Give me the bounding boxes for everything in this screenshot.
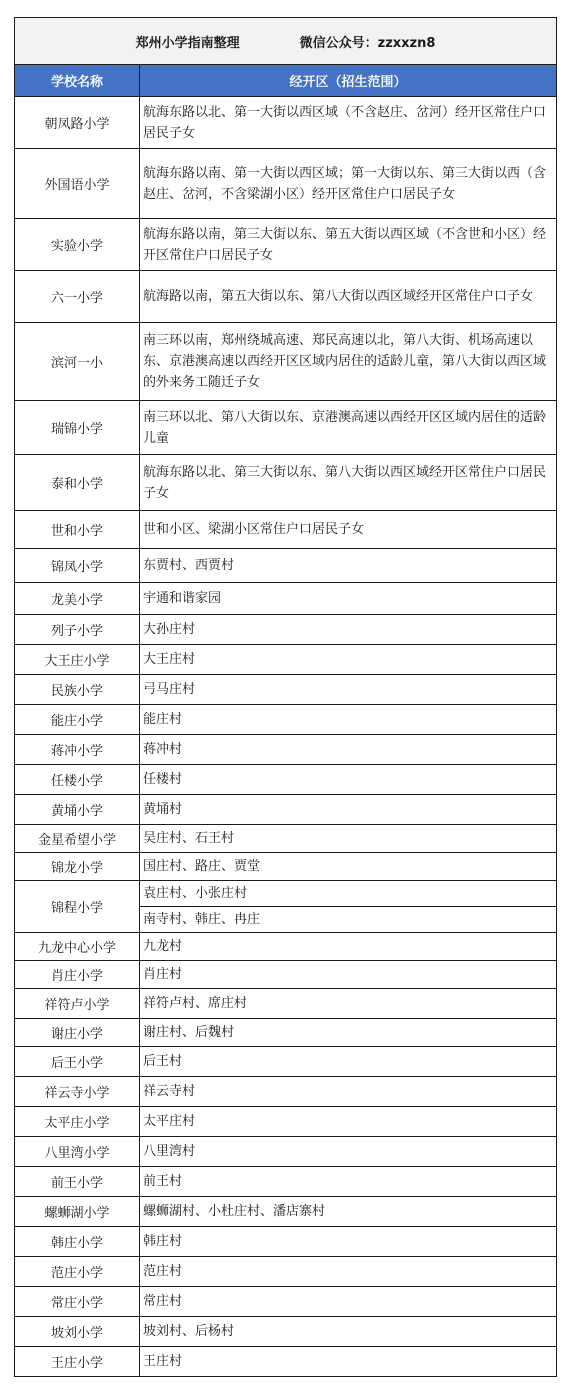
- table-row: [15, 795, 557, 825]
- enrollment-scope-cell: 世和小区、梁湖小区常住户口居民子女: [140, 511, 557, 549]
- table-row: [15, 219, 557, 271]
- wechat-account: 微信公众号：zzxxzn8: [299, 35, 436, 51]
- table-row: [15, 1137, 557, 1167]
- enrollment-scope-cell: 航海东路以北、第三大街以东、第八大街以西区域经开区常住户口居民子女: [140, 455, 557, 511]
- school-name-cell: 外国语小学: [15, 149, 140, 219]
- table-row: [15, 511, 557, 549]
- enrollment-scope-cell: 弓马庄村: [140, 675, 557, 705]
- school-name-cell: 大王庄小学: [15, 645, 140, 675]
- school-name-cell: 常庄小学: [15, 1287, 140, 1317]
- enrollment-scope-cell: 谢庄村、后魏村: [140, 1019, 557, 1047]
- school-name-cell: 朝凤路小学: [15, 97, 140, 149]
- school-name-cell: 金星希望小学: [15, 825, 140, 853]
- table-row: [15, 735, 557, 765]
- table-row: [15, 989, 557, 1019]
- table-row: [15, 401, 557, 455]
- school-name-cell: 民族小学: [15, 675, 140, 705]
- enrollment-scope-cell: 九龙村: [140, 933, 557, 961]
- school-name-cell: 后王小学: [15, 1047, 140, 1077]
- table-row: [15, 1257, 557, 1287]
- enrollment-scope-cell: 大王庄村: [140, 645, 557, 675]
- table-row: [15, 765, 557, 795]
- school-name-cell: 锦龙小学: [15, 853, 140, 881]
- title-row: [15, 18, 557, 65]
- enrollment-scope-cell: 南三环以北、第八大街以东、京港澳高速以西经开区区域内居住的适龄儿童: [140, 401, 557, 455]
- table-row: [15, 853, 557, 881]
- school-district-table: [14, 17, 557, 1377]
- title-cell: [15, 18, 557, 65]
- enrollment-scope-cell: 祥符卢村、席庄村: [140, 989, 557, 1019]
- school-name-cell: 龙美小学: [15, 583, 140, 615]
- enrollment-scope-cell: 黄埇村: [140, 795, 557, 825]
- table-row: [15, 549, 557, 583]
- enrollment-scope-cell: 螺蛳湖村、小杜庄村、潘店寨村: [140, 1197, 557, 1227]
- school-name-cell: 锦凤小学: [15, 549, 140, 583]
- school-name-cell: 前王小学: [15, 1167, 140, 1197]
- school-name-cell: 范庄小学: [15, 1257, 140, 1287]
- table-row: [15, 961, 557, 989]
- table-row: [15, 583, 557, 615]
- header-scope: 经开区（招生范围）: [140, 65, 557, 97]
- school-name-cell: 螺蛳湖小学: [15, 1197, 140, 1227]
- sheet-title: 郑州小学指南整理: [135, 35, 240, 51]
- school-name-cell: 九龙中心小学: [15, 933, 140, 961]
- school-name-cell: 祥云寺小学: [15, 1077, 140, 1107]
- table-row: [15, 1019, 557, 1047]
- school-name-cell: 任楼小学: [15, 765, 140, 795]
- header-row: [15, 65, 557, 97]
- enrollment-scope-cell: 航海东路以北、第一大街以西区域（不含赵庄、岔河）经开区常住户口居民子女: [140, 97, 557, 149]
- school-name-cell: 锦程小学: [15, 881, 140, 933]
- enrollment-scope-cell: 袁庄村、小张庄村: [140, 881, 557, 907]
- table-row: [15, 97, 557, 149]
- enrollment-scope-cell: 坡刘村、后杨村: [140, 1317, 557, 1347]
- table-row: [15, 323, 557, 401]
- table-row: [15, 1167, 557, 1197]
- table-row: [15, 615, 557, 645]
- header-school: 学校名称: [15, 65, 140, 97]
- school-name-cell: 瑞锦小学: [15, 401, 140, 455]
- table-row: [15, 1347, 557, 1377]
- school-name-cell: 蒋冲小学: [15, 735, 140, 765]
- school-name-cell: 谢庄小学: [15, 1019, 140, 1047]
- school-name-cell: 列子小学: [15, 615, 140, 645]
- school-name-cell: 实验小学: [15, 219, 140, 271]
- table-row: [15, 1107, 557, 1137]
- table-row: [15, 271, 557, 323]
- school-name-cell: 六一小学: [15, 271, 140, 323]
- table-row: [15, 825, 557, 853]
- table-body: [15, 97, 557, 1377]
- school-name-cell: 世和小学: [15, 511, 140, 549]
- table-row: [15, 1077, 557, 1107]
- school-name-cell: 肖庄小学: [15, 961, 140, 989]
- table-row: [15, 645, 557, 675]
- enrollment-scope-cell: 航海路以南，第五大街以东、第八大街以西区域经开区常住户口子女: [140, 271, 557, 323]
- table-row: [15, 881, 557, 907]
- enrollment-scope-cell: 南寺村、韩庄、冉庄: [140, 907, 557, 933]
- enrollment-scope-cell: 吴庄村、石王村: [140, 825, 557, 853]
- school-name-cell: 太平庄小学: [15, 1107, 140, 1137]
- enrollment-scope-cell: 肖庄村: [140, 961, 557, 989]
- school-name-cell: 黄埇小学: [15, 795, 140, 825]
- enrollment-scope-cell: 王庄村: [140, 1347, 557, 1377]
- school-name-cell: 滨河一小: [15, 323, 140, 401]
- table-row: [15, 1227, 557, 1257]
- school-name-cell: 坡刘小学: [15, 1317, 140, 1347]
- enrollment-scope-cell: 太平庄村: [140, 1107, 557, 1137]
- enrollment-scope-cell: 常庄村: [140, 1287, 557, 1317]
- enrollment-scope-cell: 能庄村: [140, 705, 557, 735]
- school-name-cell: 祥符卢小学: [15, 989, 140, 1019]
- enrollment-scope-cell: 韩庄村: [140, 1227, 557, 1257]
- enrollment-scope-cell: 蒋冲村: [140, 735, 557, 765]
- enrollment-scope-cell: 祥云寺村: [140, 1077, 557, 1107]
- table-row: [15, 1197, 557, 1227]
- enrollment-scope-cell: 航海东路以南，第三大街以东、第五大街以西区域（不含世和小区）经开区常住户口居民子女: [140, 219, 557, 271]
- table-row: [15, 149, 557, 219]
- table-row: [15, 1047, 557, 1077]
- enrollment-scope-cell: 东贾村、西贾村: [140, 549, 557, 583]
- table-row: [15, 933, 557, 961]
- enrollment-scope-cell: 任楼村: [140, 765, 557, 795]
- table-row: [15, 705, 557, 735]
- table-row: [15, 1287, 557, 1317]
- enrollment-scope-cell: 国庄村、路庄、贾堂: [140, 853, 557, 881]
- table-row: [15, 675, 557, 705]
- enrollment-scope-cell: 八里湾村: [140, 1137, 557, 1167]
- school-guide-sheet: [14, 17, 556, 1377]
- school-name-cell: 王庄小学: [15, 1347, 140, 1377]
- school-name-cell: 能庄小学: [15, 705, 140, 735]
- school-name-cell: 泰和小学: [15, 455, 140, 511]
- table-row: [15, 455, 557, 511]
- enrollment-scope-cell: 范庄村: [140, 1257, 557, 1287]
- school-name-cell: 韩庄小学: [15, 1227, 140, 1257]
- school-name-cell: 八里湾小学: [15, 1137, 140, 1167]
- enrollment-scope-cell: 大孙庄村: [140, 615, 557, 645]
- enrollment-scope-cell: 后王村: [140, 1047, 557, 1077]
- enrollment-scope-cell: 宇通和谐家园: [140, 583, 557, 615]
- enrollment-scope-cell: 前王村: [140, 1167, 557, 1197]
- enrollment-scope-cell: 南三环以南，郑州绕城高速、郑民高速以北，第八大街、机场高速以东、京港澳高速以西经开区区域内居住的适龄儿童，第八大街以西区域的外来务工随迁子女: [140, 323, 557, 401]
- table-row: [15, 1317, 557, 1347]
- enrollment-scope-cell: 航海东路以南、第一大街以西区域；第一大街以东、第三大街以西（含赵庄、岔河，不含梁湖小区）经开区常住户口居民子女: [140, 149, 557, 219]
